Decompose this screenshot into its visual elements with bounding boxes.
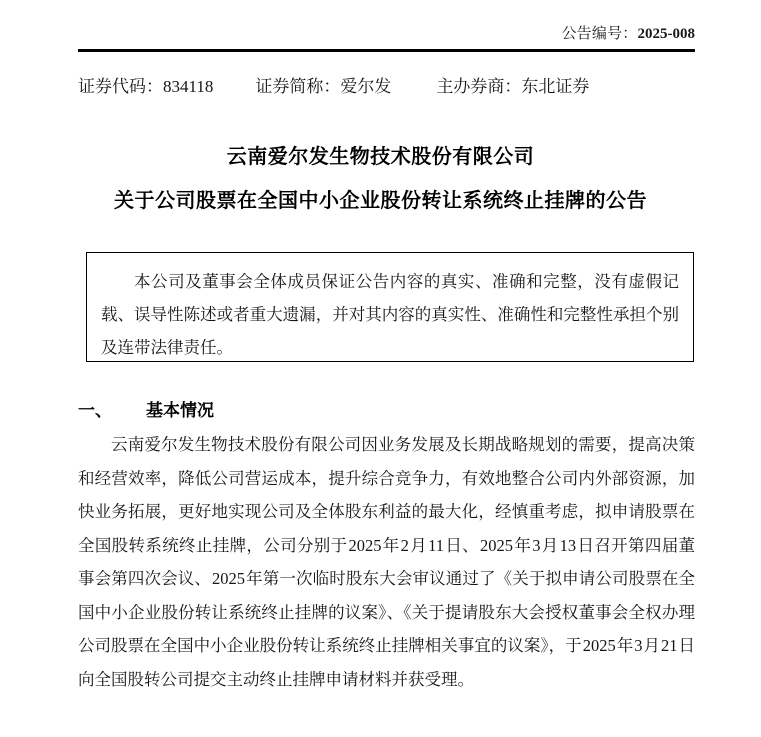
sponsor-broker-label: 主办券商：	[436, 77, 522, 96]
disclaimer-box	[86, 252, 694, 362]
security-code-label: 证券代码：	[78, 77, 163, 96]
announcement-number-value: 2025-008	[637, 26, 695, 42]
date-feb-month: 2	[400, 535, 409, 555]
section-index: 一、	[78, 401, 112, 421]
security-code-value: 834118	[163, 77, 214, 96]
unit-year-2: 年	[514, 535, 532, 555]
security-abbr-label: 证券简称：	[255, 77, 341, 96]
date-2025-meeting-year: 2025	[212, 569, 246, 588]
unit-day-1: 日、	[444, 535, 480, 555]
body-paragraph-container	[78, 428, 695, 696]
unit-month-2: 月	[541, 535, 559, 555]
title-company-name: 云南爱尔发生物技术股份有限公司	[226, 144, 535, 168]
unit-month-1: 月	[409, 535, 428, 555]
security-info-row	[78, 72, 695, 97]
unit-month-4: 月	[643, 636, 660, 655]
date-2025-feb-year: 2025	[348, 535, 382, 555]
disclaimer-text: 本公司及董事会全体成员保证公告内容的真实、准确和完整，没有虚假记载、误导性陈述或者重大遗漏，并对其内容的真实性、准确性和完整性承担个别及连带法律责任。	[101, 272, 679, 357]
date-2025-submit-year: 2025	[582, 636, 616, 655]
document-header	[78, 22, 695, 52]
security-abbr-value: 爱尔发	[340, 77, 392, 96]
para-segment-1: 云南爱尔发生物技术股份有限公司因业务发展及长期战略规划的需要，提高决策和经营效率，降低公司营运成本，提升综合竞争力，有效地整合公司内外部资源，加快业务拓展，更好地实现公司及全体股东利益的最大化，经慎重考虑，拟申请股票在全国股转系统终止挂牌，公司分别于	[78, 435, 695, 555]
unit-year-4: 年	[616, 636, 634, 655]
para-segment-2: 日召开第四届董事会第四次会议、	[78, 535, 696, 588]
document-title	[48, 138, 713, 218]
date-2025-mar-year: 2025	[480, 535, 514, 555]
date-feb-day: 11	[428, 535, 444, 555]
date-mar-month: 3	[532, 535, 541, 555]
para-segment-3: 年第一次临时股东大会审议通过了《关于拟申请公司股票在全国中小企业股份转让系统终止挂牌的议案》、《关于提请股东大会授权董事会全权办理公司股票在全国中小企业股份转让系统终止挂牌相关事宜的议案》，于	[78, 569, 696, 655]
announcement-number-label: 公告编号：	[561, 26, 638, 42]
section-title: 基本情况	[146, 401, 214, 421]
unit-year-1: 年	[382, 535, 400, 555]
date-submit-month: 3	[634, 636, 643, 655]
sponsor-broker-value: 东北证券	[521, 77, 590, 96]
section-heading-basic-situation	[78, 396, 214, 421]
announcement-number-line	[78, 22, 695, 43]
para-segment-4: 日向全国股转公司提交主动终止挂牌申请材料并获受理。	[78, 636, 696, 689]
date-submit-day: 21	[661, 636, 678, 655]
title-subject: 关于公司股票在全国中小企业股份转让系统终止挂牌的公告	[114, 188, 647, 212]
body-paragraph	[78, 428, 695, 696]
header-divider-rule	[78, 49, 695, 52]
date-mar-day: 13	[559, 535, 577, 555]
